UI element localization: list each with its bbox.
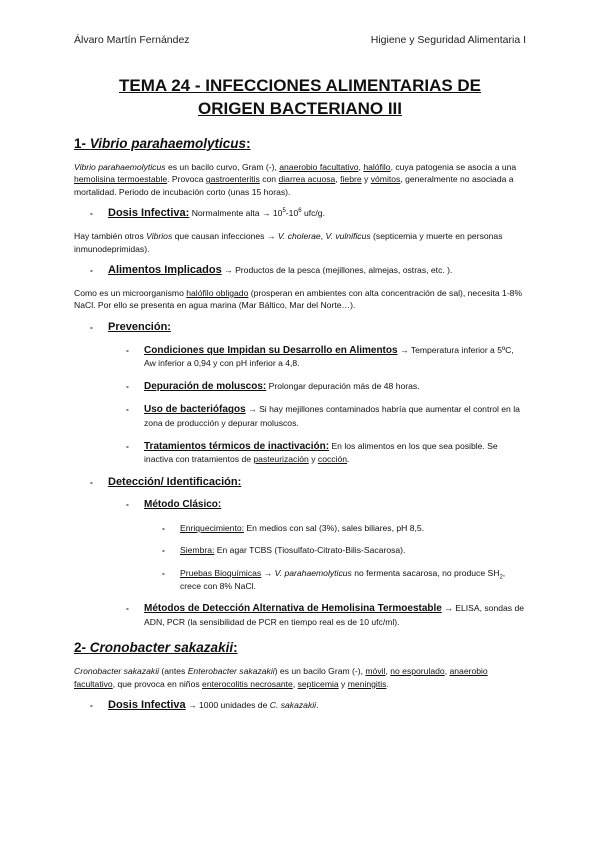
deteccion-metodos-alternativos: - Métodos de Detección Alternativa de Hemolisina Termoestable → ELISA, sondas de ADN, PCR (la sensibilidad de PCR en tiempo real es de 10 ufc/ml). [110,602,526,628]
s2-dosis-bullet: - Dosis Infectiva → 1000 unidades de C. sakazakii. [74,699,526,712]
title-line-1: TEMA 24 - INFECCIONES ALIMENTARIAS DE [118,76,482,95]
s1-alimentos-bullet: - Alimentos Implicados → Productos de la pesca (mejillones, almejas, ostras, etc. ). [74,264,526,277]
page-header [74,34,526,46]
clasico-enriquecimiento: - Enriquecimiento: En medios con sal (3%), sales biliares, pH 8,5. [146,522,526,535]
document-body [74,138,526,722]
clasico-pruebas-bioquimicas: - Pruebas Bioquímicas → V. parahaemolyticus no fermenta sacarosa, no produce $SH_2$, crece con 8% NaCl. [146,567,526,592]
s1-deteccion-heading: - Detección/ Identificación: [74,476,526,489]
s1-prevencion-heading: - Prevención: [74,321,526,334]
s1-halofilo-paragraph: Como es un microorganismo halófilo obligado (prosperan en ambientes con alta concentración de sal), necesita 1-8% NaCl. Por ello se presenta en agua marina (Mar Báltico, Mar del Norte…). [74,287,523,311]
deteccion-metodo-clasico: - Método Clásico: [110,498,526,512]
s2-intro-paragraph: Cronobacter sakazakii (antes Enterobacter sakazakii) es un bacilo Gram (-), móvil, no esporulado, anaerobio facultativo, que provoca en niños enterocolitis necrosante, septicemia y meningitis. [74,666,488,689]
s1-intro-paragraph: Vibrio parahaemolyticus es un bacilo curvo, Gram (-), anaerobio facultativo, halófilo, cuya patogenia se asocia a una hemolisina termoestable. Provoca gastroenteritis con diarrea acuosa, fiebre y vómitos, generalmente no asociada a mortalidad. Periodo de incubación corto (unas 15 horas). [74,161,517,197]
prevencion-item-depuracion: - Depuración de moluscos: Prolongar depuración más de 48 horas. [110,380,526,394]
s1-dosis-bullet: - Dosis Infectiva: Normalmente alta → $10^5-10^6$ ufc/g. [74,207,526,220]
section-2-heading: 2- Cronobacter sakazakii: [74,640,238,656]
prevencion-item-condiciones: - Condiciones que Impidan su Desarrollo en Alimentos → Temperatura inferior a 5ºC, Aw inferior a 0,94 y con pH inferior a 4,8. [110,344,526,370]
s1-other-vibrios-paragraph: Hay también otros Vibrios que causan infecciones → V. cholerae, V. vulnificus (septicemia y muerte en personas inmunodeprimidas). [74,230,503,254]
clasico-siembra: - Siembra: En agar TCBS (Tiosulfato-Citrato-Bilis-Sacarosa). [146,544,526,557]
title-line-2: ORIGEN BACTERIANO III [197,99,402,118]
page-title [60,74,540,120]
subject-name: Higiene y Seguridad Alimentaria I [370,34,526,46]
section-1-heading: 1- Vibrio parahaemolyticus: [74,136,251,151]
prevencion-item-bacteriofagos: - Uso de bacteriófagos → Si hay mejillones contaminados habría que aumentar el control en la zona de producción y depurar moluscos. [110,403,526,429]
author-name: Álvaro Martín Fernández [74,34,190,46]
prevencion-item-termicos: - Tratamientos térmicos de inactivación: En los alimentos en los que sea posible. Se inactiva con tratamientos de pasteurización y cocción. [110,440,526,466]
